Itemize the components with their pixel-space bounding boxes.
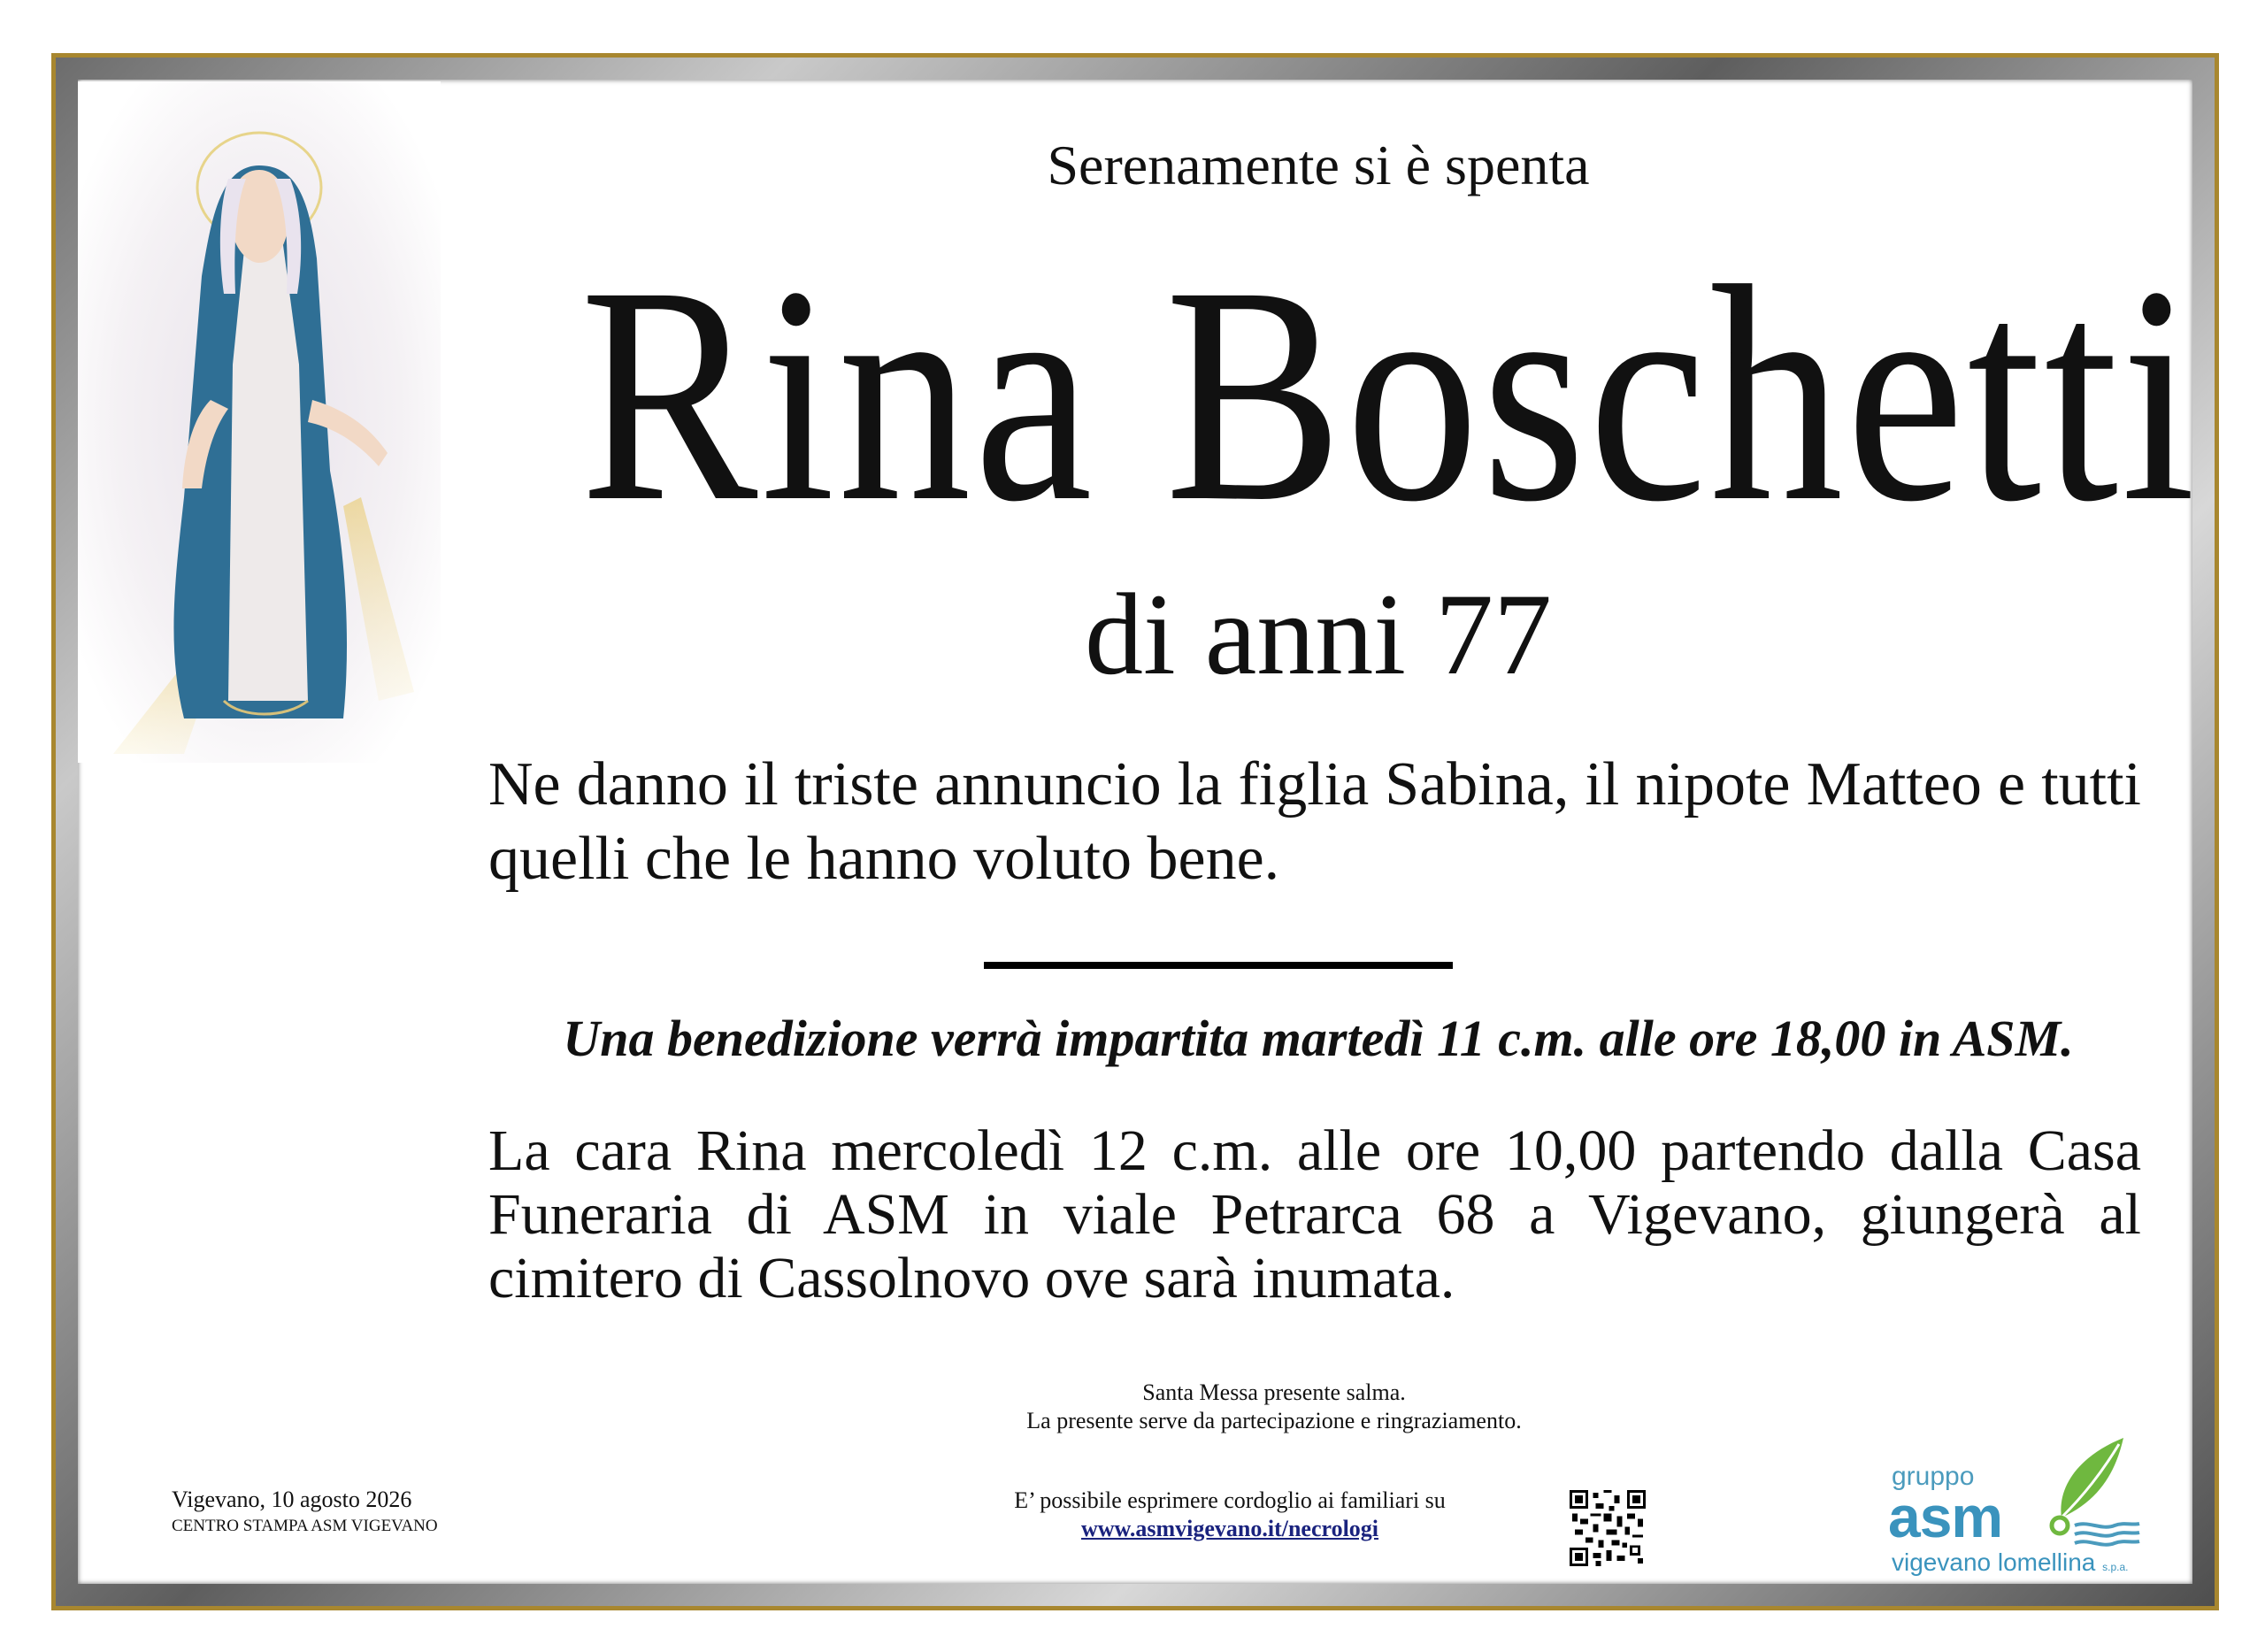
mass-note: Santa Messa presente salma. bbox=[1142, 1379, 1406, 1405]
madonna-figure bbox=[78, 81, 441, 763]
thanks-note: La presente serve da partecipazione e ringraziamento. bbox=[1026, 1408, 1522, 1433]
family-notice: Ne danno il triste annuncio la figlia Sabina, il nipote Matteo e tutti quelli che le hanno voluto bene. bbox=[488, 750, 2141, 893]
logo-asm: asm bbox=[1888, 1484, 2003, 1549]
dateline bbox=[172, 1487, 438, 1540]
condolence-text: E’ possibile esprimere cordoglio ai familiari su bbox=[1014, 1487, 1446, 1513]
date-place: Vigevano, 10 agosto 2026 bbox=[172, 1487, 412, 1512]
condolence-link[interactable]: www.asmvigevano.it/necrologi bbox=[1080, 1516, 1379, 1541]
leaf-icon bbox=[2035, 1433, 2141, 1548]
logo-location: vigevano lomellina bbox=[1892, 1548, 2096, 1576]
logo-suffix: s.p.a. bbox=[2102, 1561, 2129, 1573]
asm-logo bbox=[1885, 1433, 2150, 1575]
divider-line bbox=[984, 962, 1453, 969]
deceased-age: di anni 77 bbox=[1085, 569, 1552, 699]
deceased-name: Rina Boschetti bbox=[580, 222, 2199, 565]
benediction-notice: Una benedizione verrà impartita martedì 11 c.m. alle ore 18,00 in ASM. bbox=[563, 1010, 2074, 1067]
qr-code-icon[interactable] bbox=[1570, 1490, 1646, 1566]
logo-subtitle bbox=[1892, 1548, 2129, 1577]
printer-credit: CENTRO STAMPA ASM VIGEVANO bbox=[172, 1517, 438, 1535]
funeral-details: La cara Rina mercoledì 12 c.m. alle ore 10,00 partendo dalla Casa Funeraria di ASM in viale Petrarca 68 a Vigevano, giungerà al cimitero di Cassolnovo ove sarà inumata. bbox=[488, 1118, 2141, 1310]
condolence-block bbox=[920, 1487, 1539, 1543]
logo-gruppo: gruppo bbox=[1892, 1462, 1975, 1491]
closing-notes bbox=[885, 1379, 1663, 1435]
intro-line: Serenamente si è spenta bbox=[1047, 134, 1590, 196]
madonna-image bbox=[78, 81, 441, 763]
